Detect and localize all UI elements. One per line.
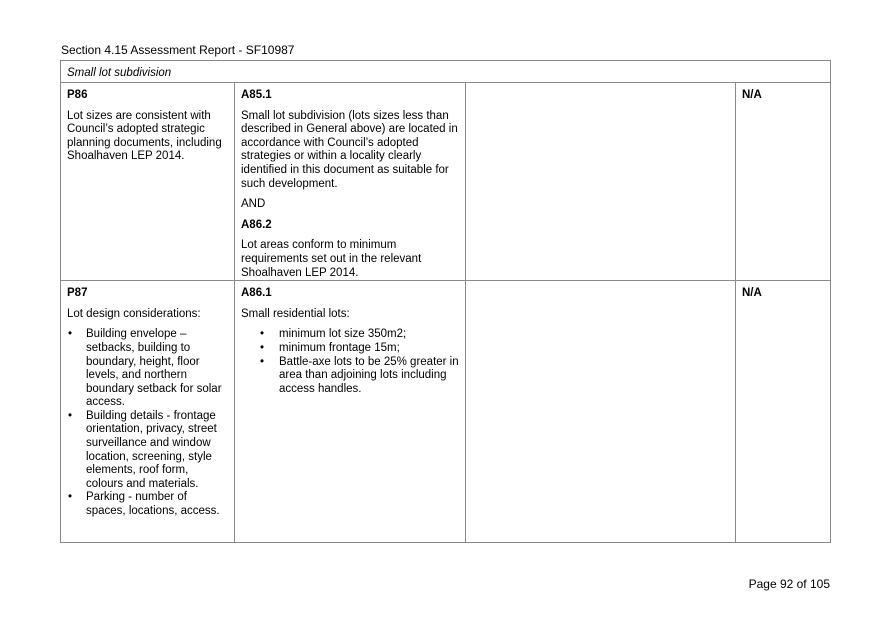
performance-text: Lot sizes are consistent with Council’s adopted strategic planning documents, including Shoalhaven LEP 2014. <box>67 109 222 163</box>
performance-criteria-cell <box>61 281 235 543</box>
list-item: • minimum frontage 15m; <box>241 342 459 356</box>
performance-criteria-cell <box>61 83 235 281</box>
comment-cell <box>466 281 736 543</box>
assessment-table <box>60 60 831 543</box>
acceptable-text: Lot areas conform to minimum requirements set out in the relevant Shoalhaven LEP 2014. <box>241 239 422 279</box>
report-header: Section 4.15 Assessment Report - SF10987 <box>61 43 295 57</box>
table-row <box>61 83 831 281</box>
acceptable-list <box>241 328 459 396</box>
list-item: • Building envelope – setbacks, building to boundary, height, floor levels, and northern boundary setback for solar access. <box>67 328 228 410</box>
acceptable-connector: AND <box>241 198 266 211</box>
performance-list <box>67 328 228 518</box>
compliance-cell <box>736 281 831 543</box>
acceptable-solutions-cell <box>235 83 466 281</box>
list-item: • Battle-axe lots to be 25% greater in area than adjoining lots including access handles. <box>241 356 459 397</box>
page-number: Page 92 of 105 <box>748 577 830 591</box>
performance-ref: P87 <box>67 287 88 300</box>
acceptable-text: Small lot subdivision (lots sizes less than described in General above) are located in accordance with Council’s adopted strategies or within a locality clearly identified in this document as suitable for such development. <box>241 109 458 190</box>
performance-ref: P86 <box>67 89 88 101</box>
list-item: • minimum lot size 350m2; <box>241 328 459 342</box>
comment-cell <box>466 83 736 281</box>
acceptable-solutions-cell <box>235 281 466 543</box>
acceptable-intro: Small residential lots: <box>241 307 350 320</box>
acceptable-ref: A86.2 <box>241 218 272 231</box>
section-row <box>61 61 831 83</box>
acceptable-ref: A86.1 <box>241 287 272 300</box>
compliance-value: N/A <box>742 89 762 101</box>
section-title: Small lot subdivision <box>61 61 831 83</box>
performance-intro: Lot design considerations: <box>67 307 201 320</box>
acceptable-ref: A85.1 <box>241 89 272 101</box>
list-item: • Building details - frontage orientation, privacy, street surveillance and window location, screening, style elements, roof form, colours and materials. <box>67 410 228 492</box>
list-item: • Parking - number of spaces, locations, access. <box>67 491 228 518</box>
table-row <box>61 281 831 543</box>
compliance-value: N/A <box>742 287 762 300</box>
compliance-cell <box>736 83 831 281</box>
